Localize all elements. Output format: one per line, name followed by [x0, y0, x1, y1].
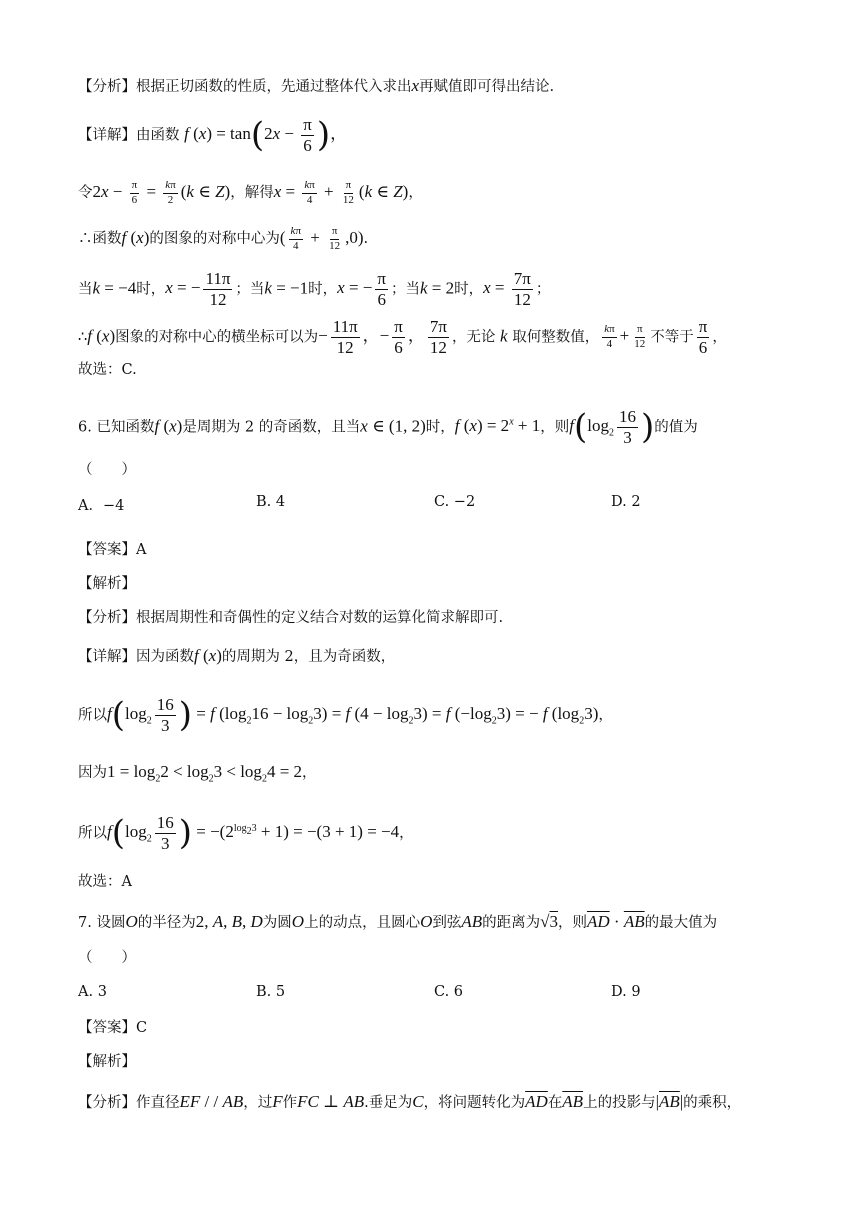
detail-tag: 【详解】 — [78, 127, 136, 144]
analysis-tag: 【分析】 — [78, 79, 136, 95]
q7-stem: 7. 设圆O的半径为2, A, B, D为圆O上的动点，且圆心O到弦AB的距离为√3，则$\overline{AD} \cdot \overline{AB}$的最大值为 — [78, 912, 718, 931]
q6-option-a: A．−4 — [78, 498, 125, 514]
q6-step1: 所以$f(\log_2$ $\frac{16}{3}$ ) = f $(\log_216 - \log_23) = f$ $(4 - \log_23) = f$ $(-\log_23)$ = − f $(\log_23)$， — [78, 695, 613, 736]
q6-jiexi: 【解析】 — [78, 576, 136, 592]
q6-paren: （ ） — [78, 462, 136, 478]
q7-option-d: D. 9 — [611, 984, 641, 1000]
q6-option-b: B. 4 — [256, 494, 286, 510]
q6-detail: 【详解】因为函数f (x)的周期为 2，且为奇函数， — [78, 646, 396, 665]
q6-choice: 故选：A — [78, 874, 132, 890]
q6-step3: 所以$f(\log_2$ $\frac{16}{3}$ ) = $-(2^{log_23} + 1) = -(3 + 1) = -4$， — [78, 813, 414, 854]
q5-step5: ∴f (x)图象的对称中心的横坐标可以为− $\frac{11\pi}{12}$ ，− $\frac{\pi}{6}$ ， $\frac{7\pi}{12}$ ，无论 k 取何整数值， $\frac{k\pi}{4}$ + $\frac{\pi}{12}$ 不等于 $\frac{\pi}{6}$ ， — [78, 317, 727, 357]
q7-jiexi: 【解析】 — [78, 1054, 136, 1070]
q7-option-a: A. 3 — [78, 984, 107, 1000]
q6-step2: 因为$1 = \log_22 < \log_23 < \log_24 = 2$， — [78, 762, 317, 785]
q5-choice: 故选：C. — [78, 362, 137, 378]
q6-analysis: 【分析】根据周期性和奇偶性的定义结合对数的运算化简求解即可. — [78, 610, 504, 626]
q6-stem: 6. 已知函数f (x)是周期为 2 的奇函数，且当x ∈ (1, 2)时，f $(x) = 2^x + 1$，则$f(\log_2$ $\frac{16}{3}$ )的值为 — [78, 407, 698, 448]
q5-detail: 【详解】由函数 f (x) = tan(2x − $\frac{\pi}{6}$ )， — [78, 115, 348, 156]
q6-option-c: C. −2 — [434, 494, 476, 510]
q6-answer: 【答案】A — [78, 542, 147, 558]
q7-analysis: 【分析】作直径EF / / AB，过F作FC ⊥ AB.垂足为C，将问题转化为$\overline{AD}$在$\overline{AB}$上的投影与$|\overline{AB}|$的乘积， — [78, 1092, 742, 1111]
q7-paren: （ ） — [78, 950, 136, 966]
q5-step4: 当k = −4时，x = − $\frac{11\pi}{12}$ ；当k = −1时，x = − $\frac{\pi}{6}$ ；当k = 2时，x = $\frac{7\pi}{12}$ ； — [78, 269, 551, 309]
q7-option-b: B. 5 — [256, 984, 286, 1000]
q5-analysis: 【分析】根据正切函数的性质，先通过整体代入求出x再赋值即可得出结论. — [78, 76, 555, 95]
q6-option-d: D. 2 — [611, 494, 641, 510]
q7-option-c: C. 6 — [434, 984, 464, 1000]
q7-answer: 【答案】C — [78, 1020, 148, 1036]
q5-step2: 令2x − $\frac{\pi}{6}$ = $\frac{k\pi}{2}$ (k ∈ Z)，解得x = $\frac{k\pi}{4}$ + $\frac{\pi}{12}$ (k ∈ Z)， — [78, 179, 423, 206]
q5-step3: ∴函数f (x)的图象的对称中心为( $\frac{k\pi}{4}$ + $\frac{\pi}{12}$ ,0). — [78, 225, 369, 252]
